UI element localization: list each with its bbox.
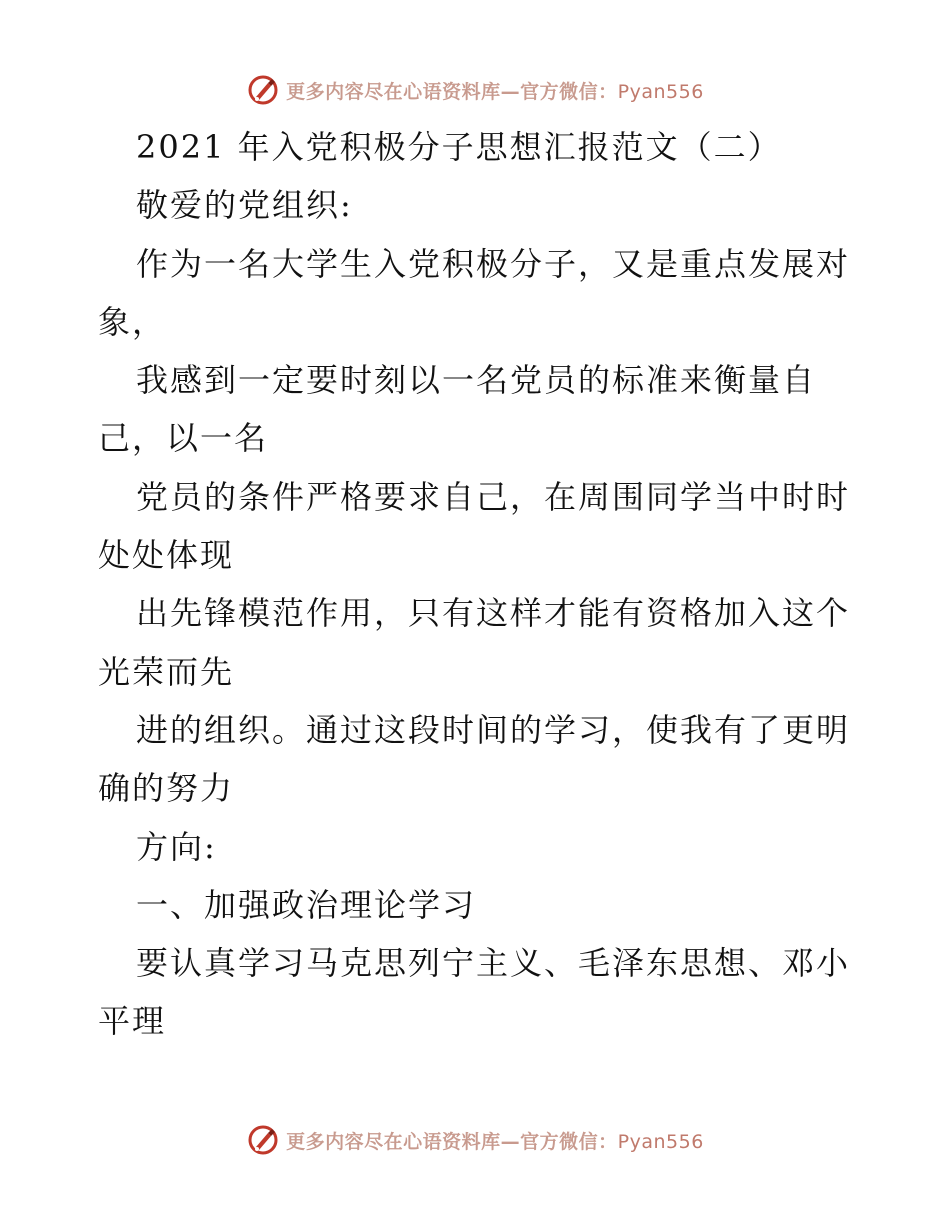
pen-logo-icon bbox=[246, 1123, 280, 1157]
header-banner-text: 更多内容尽在心语资料库—官方微信：Pyan556 bbox=[286, 80, 704, 103]
wechat-id: Pyan556 bbox=[617, 1130, 704, 1153]
text-line: 敬爱的党组织: bbox=[136, 186, 353, 225]
text-line: 2021 年入党积极分子思想汇报范文（二） bbox=[136, 128, 782, 166]
text-line: 党员的条件严格要求自己，在周围同学当中时时 bbox=[136, 477, 851, 516]
footer-banner-text: 更多内容尽在心语资料库—官方微信：Pyan556 bbox=[286, 1130, 704, 1153]
footer-banner bbox=[0, 1120, 950, 1160]
pen-logo-icon bbox=[246, 73, 280, 107]
text-line: 作为一名大学生入党积极分子，又是重点发展对 bbox=[136, 244, 851, 283]
wechat-id: Pyan556 bbox=[617, 80, 704, 103]
text-line: 我感到一定要时刻以一名党员的标准来衡量自 bbox=[136, 361, 817, 400]
text-line: 进的组织。通过这段时间的学习，使我有了更明 bbox=[136, 710, 851, 749]
text-line: 出先锋模范作用，只有这样才能有资格加入这个 bbox=[136, 594, 851, 633]
document-body bbox=[98, 118, 858, 1051]
text-line: 一、加强政治理论学习 bbox=[136, 885, 477, 924]
header-banner bbox=[0, 70, 950, 110]
footer-banner-content bbox=[246, 1123, 704, 1157]
header-banner-content bbox=[246, 73, 704, 107]
text-line: 平理 bbox=[98, 1002, 167, 1041]
text-line: 处处体现 bbox=[98, 536, 235, 575]
text-line: 要认真学习马克思列宁主义、毛泽东思想、邓小 bbox=[136, 944, 851, 983]
text-line: 光荣而先 bbox=[98, 652, 235, 691]
text-line: 己，以一名 bbox=[98, 419, 269, 458]
text-line: 象， bbox=[98, 302, 167, 341]
text-line: 确的努力 bbox=[98, 769, 235, 808]
text-line: 方向: bbox=[136, 827, 217, 866]
